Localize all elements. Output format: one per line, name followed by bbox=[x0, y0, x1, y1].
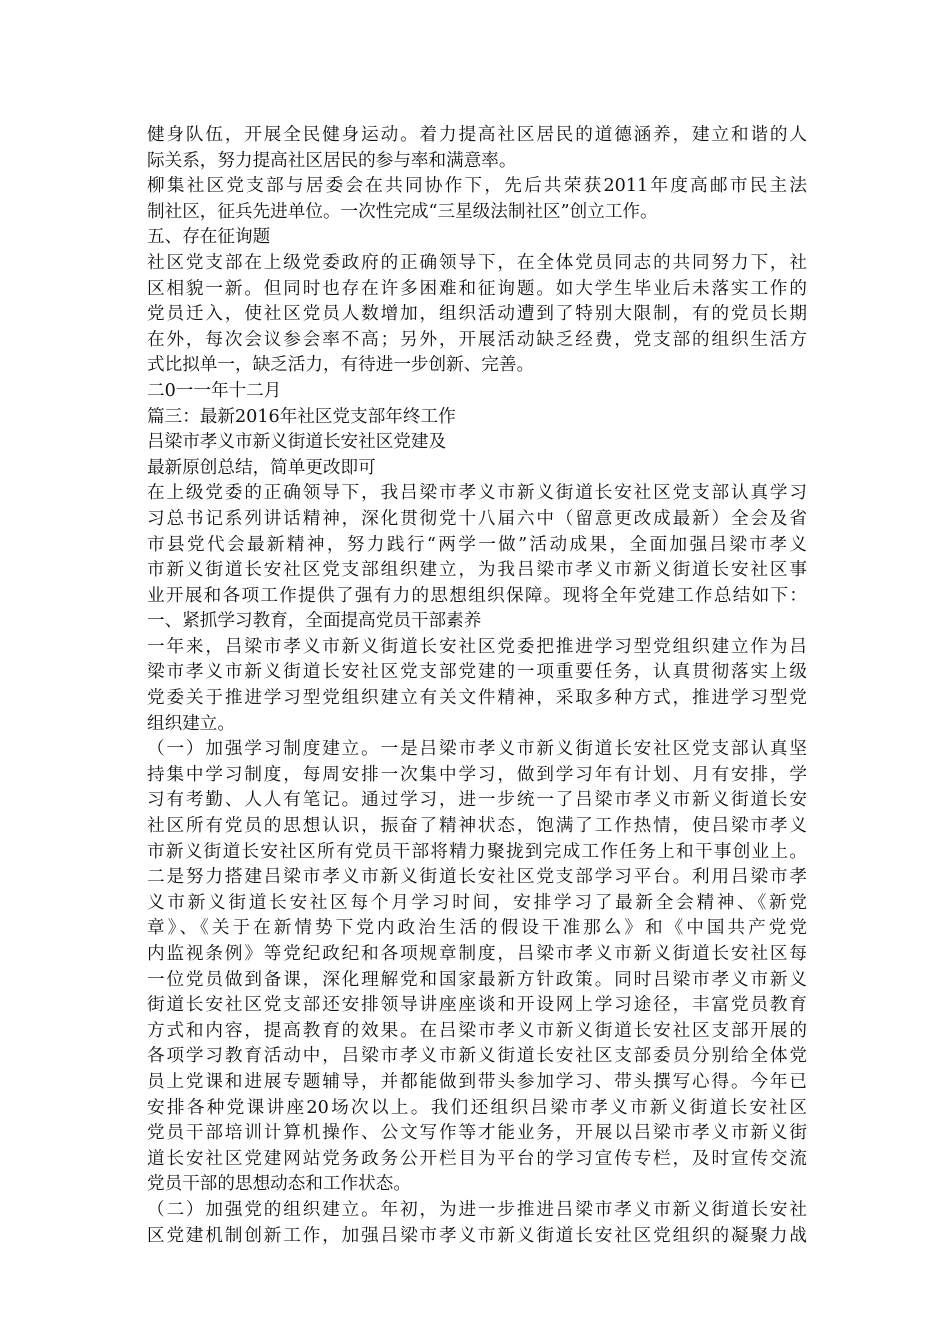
text-line: 持集中学习制度，每周安排一次集中学习，做到学习年有计划、月有安排，学 bbox=[147, 764, 807, 785]
text-line: （一）加强学习制度建立。一是吕梁市孝义市新义街道长安社区党支部认真坚 bbox=[147, 739, 807, 760]
text-line: 义市新义街道长安社区每个月学习时间，安排学习了最新全会精神、《新党 bbox=[147, 892, 807, 913]
text-line: 在上级党委的正确领导下，我吕梁市孝义市新义街道长安社区党支部认真学习 bbox=[147, 483, 807, 504]
text-line: 章》、《关于在新情势下党内政治生活的假设干准那么》和《中国共产党党 bbox=[147, 918, 807, 939]
text-line: 在外，每次会议参会率不高；另外，开展活动缺乏经费，党支部的组织生活方 bbox=[147, 329, 807, 350]
text-line: 最新原创总结，简单更改即可 bbox=[147, 457, 376, 478]
text-line: 梁市孝义市新义街道长安社区党支部党建的一项重要任务，认真贯彻落实上级 bbox=[147, 662, 807, 683]
text-line: 五、存在征询题 bbox=[147, 227, 271, 248]
text-line: 一年来，吕梁市孝义市新义街道长安社区党委把推进学习型党组织建立作为吕 bbox=[147, 636, 807, 657]
text-line: 党员干部培训计算机操作、公文写作等才能业务，开展以吕梁市孝义市新义街 bbox=[147, 1123, 807, 1144]
text-line: 道长安社区党建网站党务政务公开栏目为平台的学习宣传专栏，及时宣传交流 bbox=[147, 1148, 807, 1169]
text-line: 柳集社区党支部与居委会在共同协作下，先后共荣获2011年度高邮市民主法 bbox=[147, 176, 807, 197]
text-line: 业开展和各项工作提供了强有力的思想组织保障。现将全年党建工作总结如下： bbox=[147, 585, 807, 606]
text-line: 市县党代会最新精神，努力践行“两学一做”活动成果，全面加强吕梁市孝义 bbox=[147, 534, 807, 555]
text-line: 习总书记系列讲话精神，深化贯彻党十八届六中（留意更改成最新）全会及省 bbox=[147, 508, 807, 529]
text-line: 一位党员做到备课，深化理解党和国家最新方针政策。同时吕梁市孝义市新义 bbox=[147, 969, 807, 990]
text-line: 安排各种党课讲座20场次以上。我们还组织吕梁市孝义市新义街道长安社区 bbox=[147, 1097, 807, 1118]
text-line: 区党建机制创新工作，加强吕梁市孝义市新义街道长安社区党组织的凝聚力战 bbox=[147, 1225, 807, 1246]
text-line: 社区党支部在上级党委政府的正确领导下，在全体党员同志的共同努力下，社 bbox=[147, 252, 807, 273]
text-line: 一、紧抓学习教育，全面提高党员干部素养 bbox=[147, 611, 482, 632]
text-line: 各项学习教育活动中，吕梁市孝义市新义街道长安社区支部委员分别给全体党 bbox=[147, 1046, 807, 1067]
text-line: 式比拟单一，缺乏活力，有待进一步创新、完善。 bbox=[147, 355, 535, 376]
text-line: 制社区，征兵先进单位。一次性完成“三星级法制社区”创立工作。 bbox=[147, 201, 658, 222]
text-line: 习有考勤、人人有笔记。通过学习，进一步统一了吕梁市孝义市新义街道长安 bbox=[147, 790, 807, 811]
text-line: 社区所有党员的思想认识，振奋了精神状态，饱满了工作热情，使吕梁市孝义 bbox=[147, 816, 807, 837]
text-line: 吕梁市孝义市新义街道长安社区党建及 bbox=[147, 432, 447, 453]
text-line: 员上党课和进展专题辅导，并都能做到带头参加学习、带头撰写心得。今年已 bbox=[147, 1071, 807, 1092]
text-line: 二0一一年十二月 bbox=[147, 380, 282, 401]
text-line: 街道长安社区党支部还安排领导讲座座谈和开设网上学习途径，丰富党员教育 bbox=[147, 995, 807, 1016]
text-line: 二是努力搭建吕梁市孝义市新义街道长安社区党支部学习平台。利用吕梁市孝 bbox=[147, 867, 807, 888]
text-line: 内监视条例》等党纪政纪和各项规章制度，吕梁市孝义市新义街道长安社区每 bbox=[147, 944, 807, 964]
text-line: 党委关于推进学习型党组织建立有关文件精神，采取多种方式，推进学习型党 bbox=[147, 688, 807, 709]
text-line: 健身队伍，开展全民健身运动。着力提高社区居民的道德涵养，建立和谐的人 bbox=[147, 125, 807, 145]
text-line: 区相貌一新。但同时也存在许多困难和征询题。如大学生毕业后未落实工作的 bbox=[147, 278, 807, 299]
text-line: 市新义街道长安社区所有党员干部将精力聚拢到完成工作任务上和干事创业上。 bbox=[147, 841, 807, 862]
text-line: 市新义街道长安社区党支部组织建立，为我吕梁市孝义市新义街道长安社区事 bbox=[147, 560, 807, 581]
text-line: 组织建立。 bbox=[147, 713, 235, 734]
document-body bbox=[147, 123, 807, 1249]
text-line: 党员干部的思想动态和工作状态。 bbox=[147, 1174, 411, 1195]
text-line: 际关系，努力提高社区居民的参与率和满意率。 bbox=[147, 150, 517, 171]
text-line: 方式和内容，提高教育的效果。在吕梁市孝义市新义街道长安社区支部开展的 bbox=[147, 1020, 807, 1041]
text-line: 党员迁入，使社区党员人数增加，组织活动遭到了特别大限制，有的党员长期 bbox=[147, 304, 807, 325]
text-line: （二）加强党的组织建立。年初，为进一步推进吕梁市孝义市新义街道长安社 bbox=[147, 1199, 807, 1220]
text-line: 篇三：最新2016年社区党支部年终工作 bbox=[147, 406, 456, 427]
